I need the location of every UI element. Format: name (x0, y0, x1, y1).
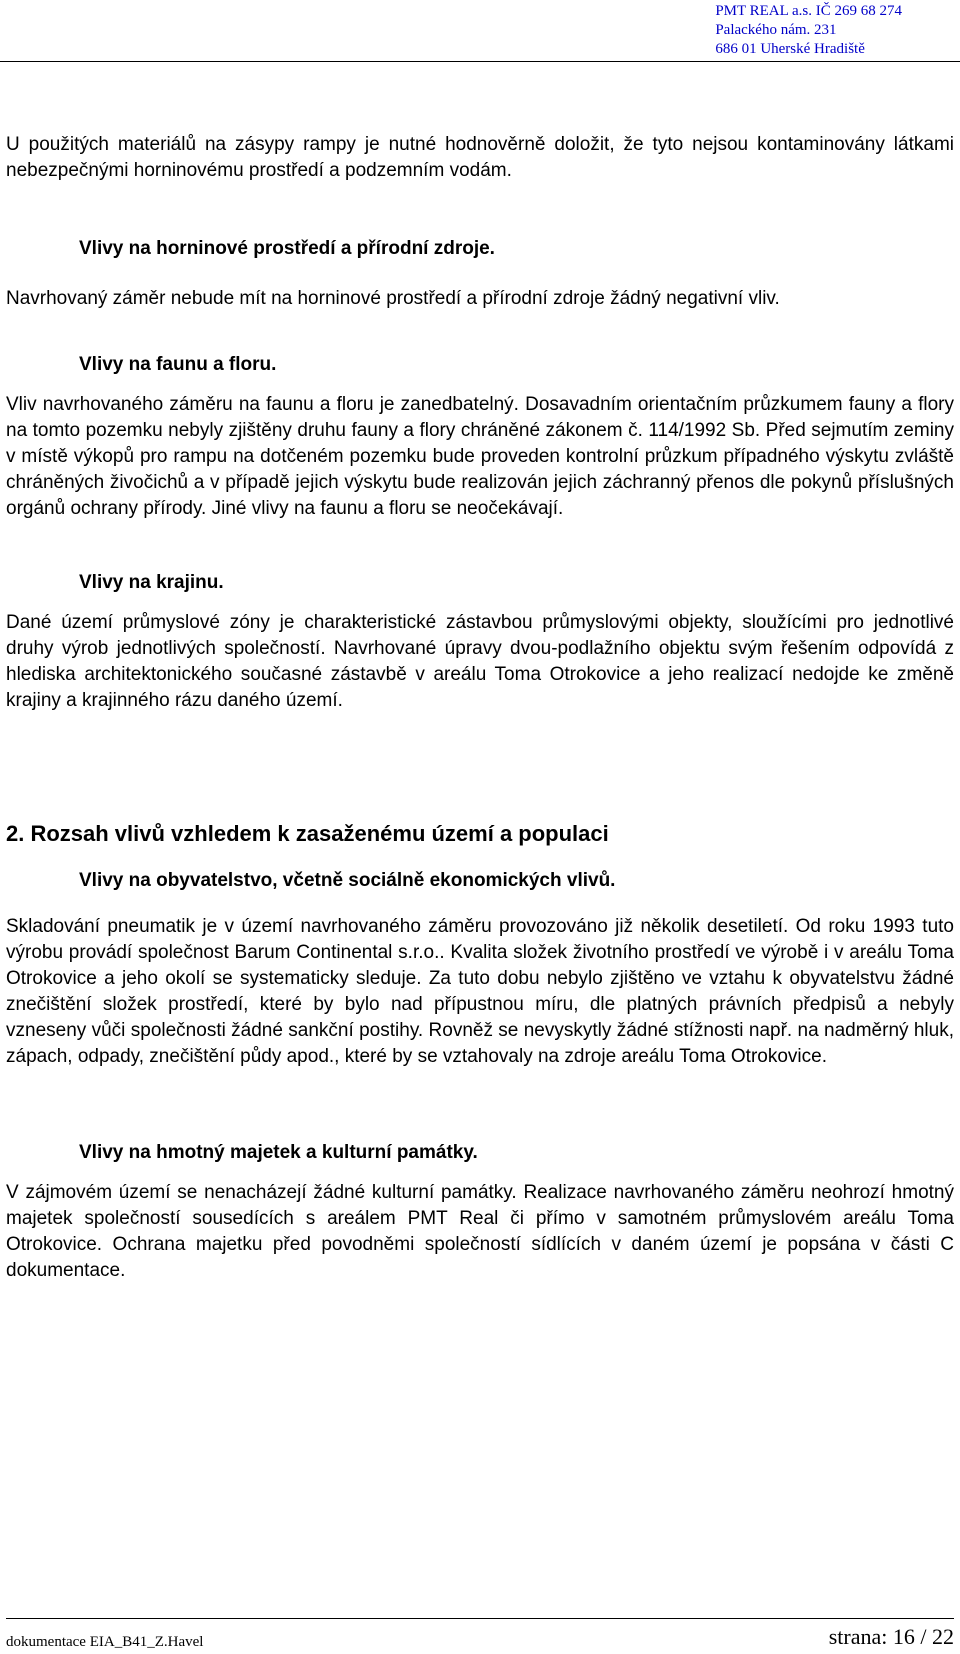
document-name: dokumentace EIA_B41_Z.Havel (6, 1634, 204, 1650)
header-divider (0, 61, 960, 62)
paragraph-population: Skladování pneumatik je v území navrhovaného záměru provozováno již několik desetiletí. Od roku 1993 tuto výrobu provádí společnost Barum Continental s.r.o.. Kvalita složek životního prostředí ve výrobě i v areálu Toma Otrokovice a jeho okolí se systematicky sleduje. Za tuto dobu nebylo zjištěno ve vztahu k obyvatelstvu žádné znečištění složek prostředí, které by bylo nad přípustnou míru, dle platných právních předpisů a nebyly vzneseny vůči společnosti žádné sankční postihy. Rovněž se nevyskytly žádné stížnosti např. na nadměrný hluk, zápach, odpady, znečištění půdy apod., které by se vztahovaly na zdroje areálu Toma Otrokovice. (6, 916, 954, 1067)
heading-fauna-flora: Vlivy na faunu a floru. (79, 354, 277, 375)
heading-rock-environment: Vlivy na horninové prostředí a přírodní zdroje. (79, 238, 495, 259)
heading-property: Vlivy na hmotný majetek a kulturní památky. (79, 1142, 478, 1163)
paragraph-landscape: Dané území průmyslové zóny je charakteristické zástavbou průmyslovými objekty, sloužícími pro jednotlivé druhy výrob jednotlivých společností. Navrhované úpravy dvou-podlažního objektu svým řešením odpovídá z hlediska architektonického současné zástavbě v areálu Toma Otrokovice a jeho realizací nedojde ke změně krajiny a krajinného rázu daného území. (6, 612, 954, 711)
section-heading-2: 2. Rozsah vlivů vzhledem k zasaženému území a populaci (6, 821, 609, 846)
company-city: 686 01 Uherské Hradiště (715, 41, 865, 57)
heading-landscape: Vlivy na krajinu. (79, 572, 224, 593)
document-body (6, 132, 954, 1284)
company-name: PMT REAL a.s. IČ 269 68 274 (715, 3, 902, 19)
footer-divider (6, 1618, 954, 1619)
paragraph-materials: U použitých materiálů na zásypy rampy je nutné hodnověrně doložit, že tyto nejsou kontaminovány látkami nebezpečnými horninovému prostředí a podzemním vodám. (6, 134, 954, 181)
paragraph-rock-environment: Navrhovaný záměr nebude mít na horninové prostředí a přírodní zdroje žádný negativní vliv. (6, 288, 780, 309)
heading-population: Vlivy na obyvatelstvo, včetně sociálně ekonomických vlivů. (79, 870, 616, 891)
paragraph-fauna-flora: Vliv navrhovaného záměru na faunu a floru je zanedbatelný. Dosavadním orientačním průzkumem fauny a flory na tomto pozemku nebyly zjištěny druhu fauny a flory chráněné zákonem č. 114/1992 Sb. Před sejmutím zeminy v místě výkopů pro rampu na dotčeném pozemku bude proveden kontrolní průzkum případného výskytu zvláště chráněných živočichů a v případě jejich výskytu bude realizován jejich záchranný přenos dle pokynů příslušných orgánů ochrany přírody. Jiné vlivy na faunu a floru se neočekávají. (6, 394, 954, 519)
paragraph-property: V zájmovém území se nenacházejí žádné kulturní památky. Realizace navrhovaného záměru neohrozí hmotný majetek společností sousedících s areálem PMT Real či přímo v samotném průmyslovém areálu Toma Otrokovice. Ochrana majetku před povodněmi společností sídlících v daném území je popsána v části C dokumentace. (6, 1182, 954, 1281)
letterhead (715, 2, 902, 59)
page-number: strana: 16 / 22 (828, 1624, 954, 1649)
company-street: Palackého nám. 231 (715, 22, 837, 38)
